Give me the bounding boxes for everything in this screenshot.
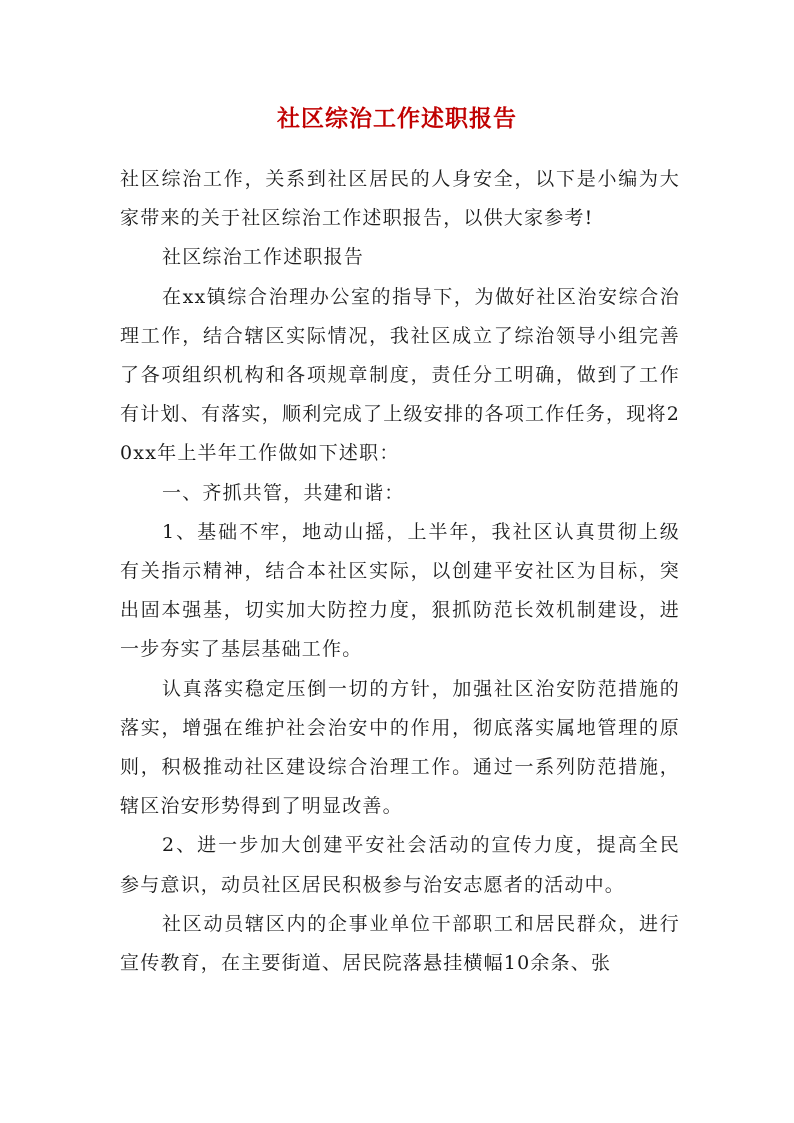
paragraph: 1、基础不牢，地动山摇，上半年，我社区认真贯彻上级有关指示精神，结合本社区实际，以创建平安社区为目标，突出固本强基，切实加大防控力度，狠抓防范长效机制建设，进一步夯实了基层基础工作。 <box>120 520 680 661</box>
section-heading: 一、齐抓共管，共建和谐： <box>162 481 405 504</box>
paragraph-subtitle: 社区综治工作述职报告 <box>162 246 365 269</box>
paragraph: 在xx镇综合治理办公室的指导下，为做好社区治安综合治理工作，结合辖区实际情况，我社区成立了综治领导小组完善了各项组织机构和各项规章制度，责任分工明确，做到了工作有计划、有落实，顺利完成了上级安排的各项工作任务，现将20xx年上半年工作做如下述职： <box>120 285 680 465</box>
document-title: 社区综治工作述职报告 <box>277 105 517 132</box>
document-body <box>120 160 680 983</box>
paragraph: 认真落实稳定压倒一切的方针，加强社区治安防范措施的落实，增强在维护社会治安中的作用，彻底落实属地管理的原则，积极推动社区建设综合治理工作。通过一系列防范措施，辖区治安形势得到了明显改善。 <box>120 677 680 818</box>
paragraph: 社区动员辖区内的企事业单位干部职工和居民群众，进行宣传教育，在主要街道、居民院落悬挂横幅10余条、张 <box>120 912 680 975</box>
paragraph-intro: 社区综治工作，关系到社区居民的人身安全，以下是小编为大家带来的关于社区综治工作述职报告，以供大家参考! <box>120 168 680 230</box>
paragraph: 2、进一步加大创建平安社会活动的宣传力度，提高全民参与意识，动员社区居民积极参与治安志愿者的活动中。 <box>120 834 680 896</box>
